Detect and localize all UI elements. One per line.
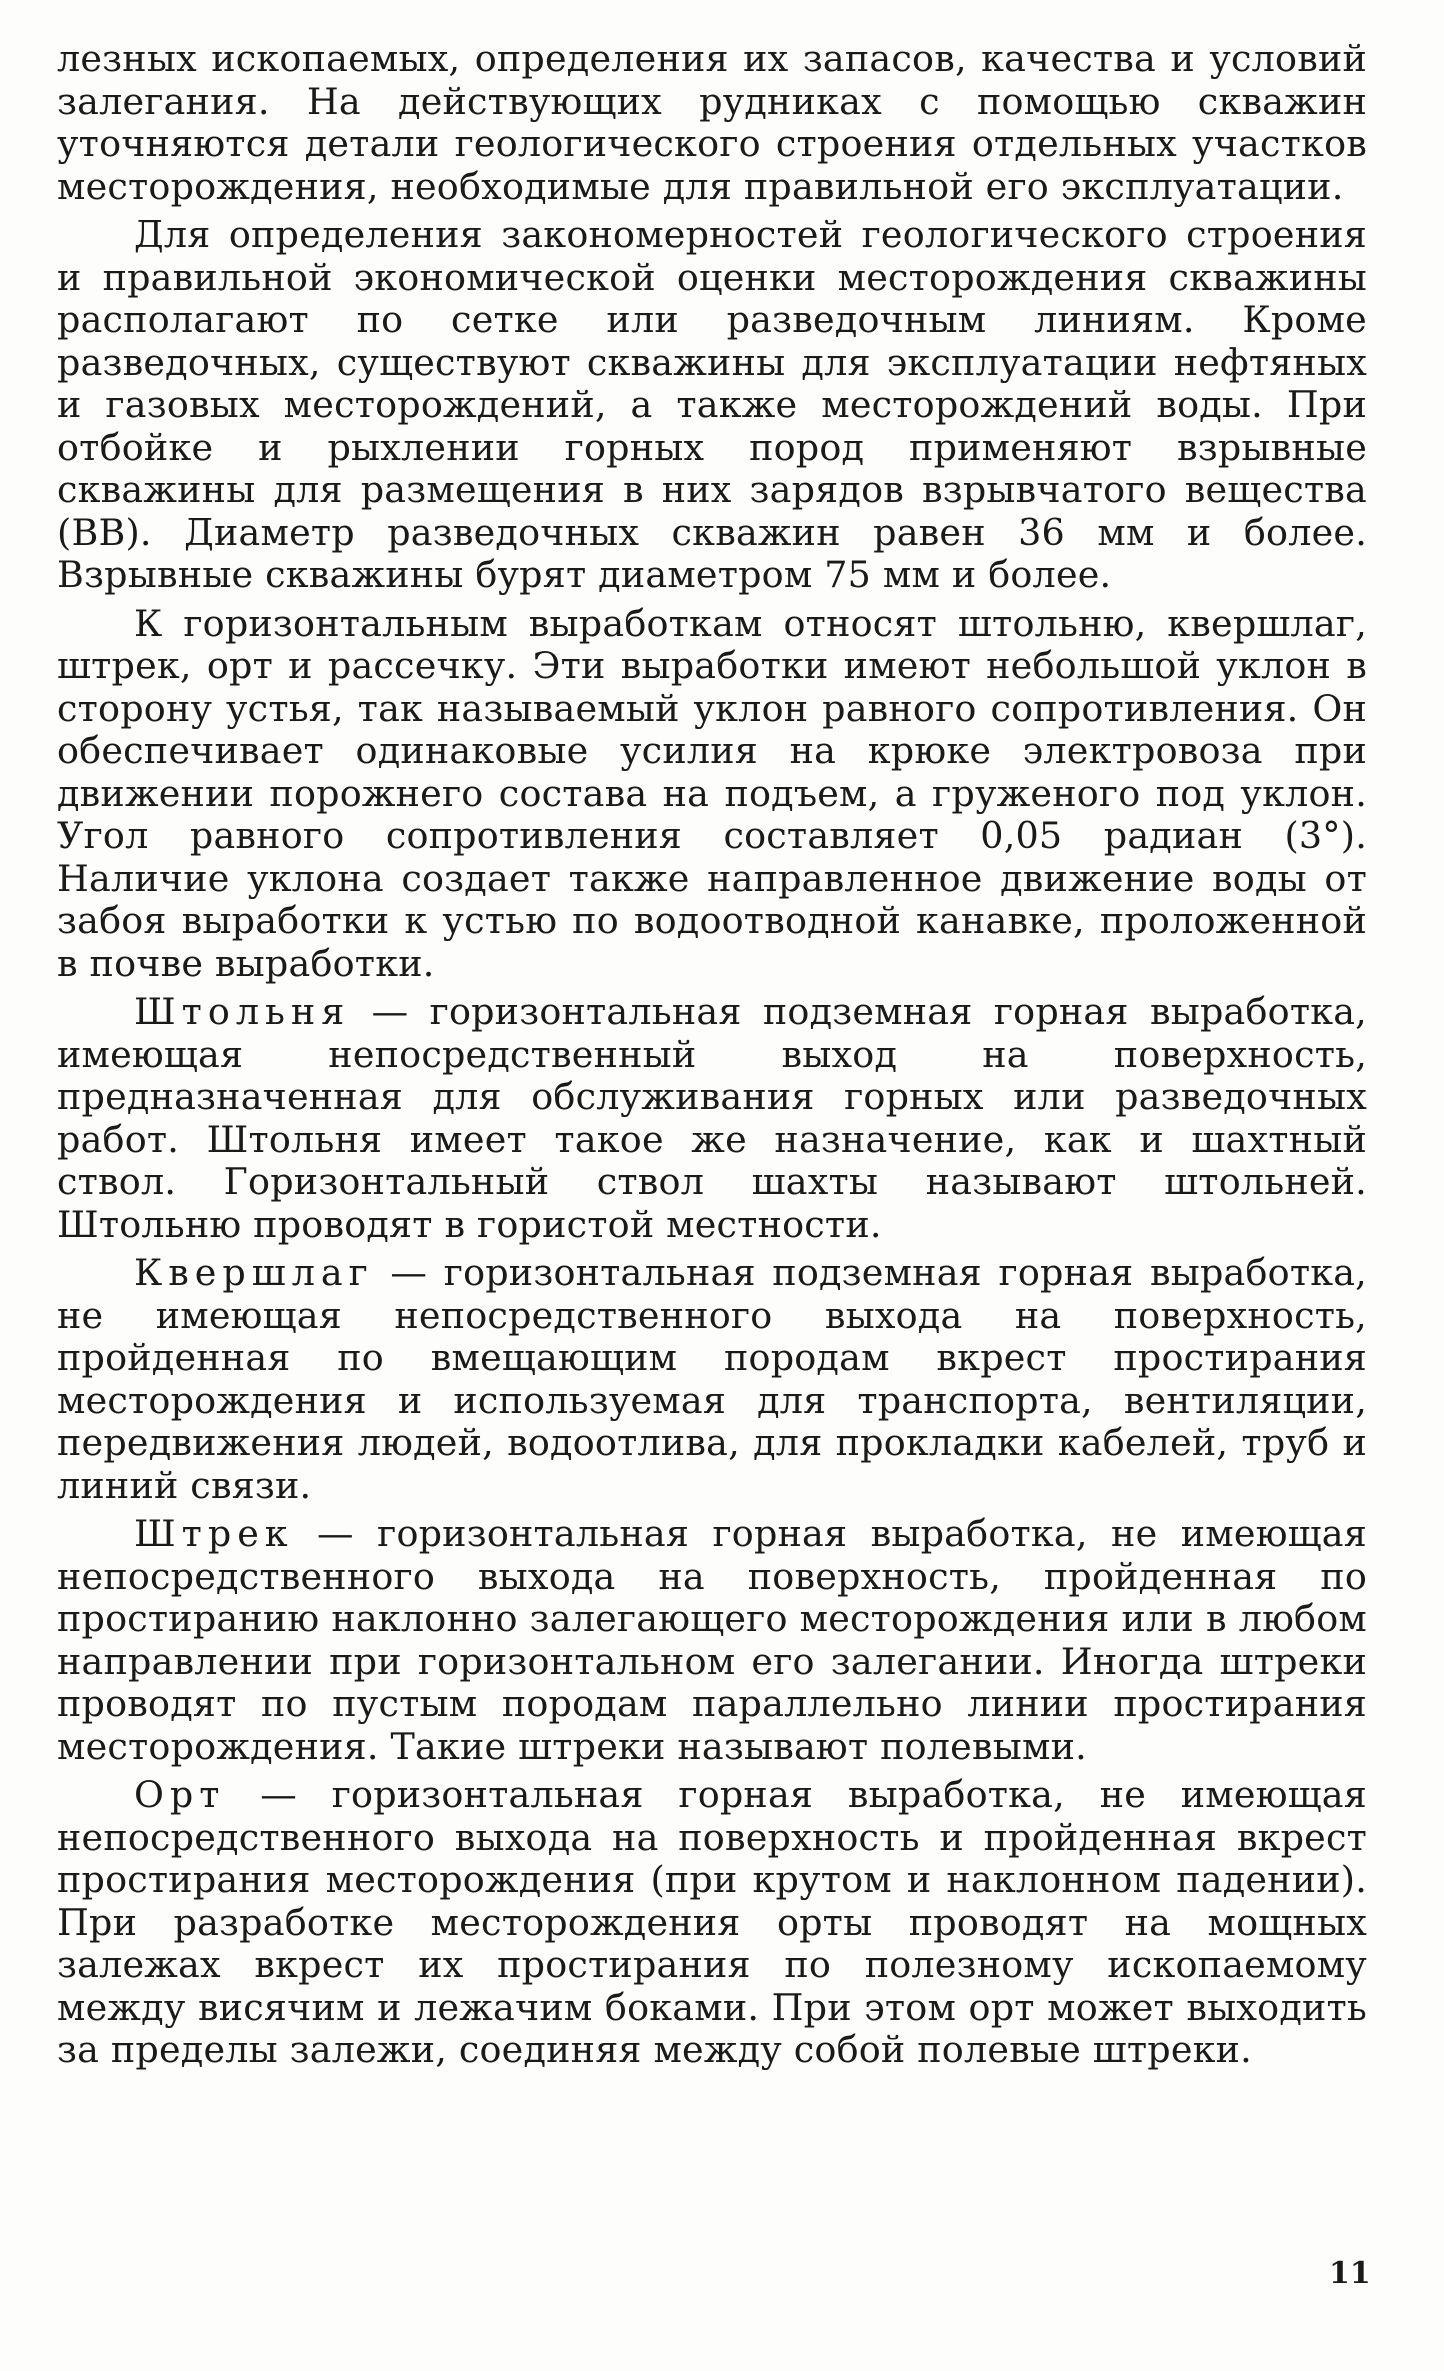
paragraph-continuation: лезных ископаемых, определения их запасов, качества и условий залегания. На действующих рудниках с помощью скважин уточняются детали геологического строения отдельных участков месторождения, необходимые для правильной его эксплуатации. xyxy=(57,37,1367,208)
term-adit: Штольня xyxy=(134,990,351,1033)
page-number: 11 xyxy=(1329,2256,1371,2291)
definition-crosscut: — горизонтальная подземная горная выработка, не имеющая непосредственного выхода на поверхность, пройденная по вмещающим породам вкрест простирания месторождения и используемая для транспорта, вентиляции, передвижения людей, водоотлива, для прокладки кабелей, труб и линий связи. xyxy=(57,1251,1367,1507)
paragraph-ort xyxy=(57,1774,1367,2072)
paragraph-crosscut xyxy=(57,1252,1367,1507)
paragraph-adit xyxy=(57,991,1367,1246)
definition-ort: — горизонтальная горная выработка, не имеющая непосредственного выхода на поверхность и пройденная вкрест простирания месторождения (при крутом и наклонном падении). При разработке месторождения орты проводят на мощных залежах вкрест их простирания по полезному ископаемому между висячим и лежачим боками. При этом орт может выходить за пределы залежи, соединяя между собой полевые штреки. xyxy=(57,1773,1367,2071)
body-text xyxy=(57,38,1367,2078)
paragraph-boreholes: Для определения закономерностей геологического строения и правильной экономической оценки месторождения скважины располагают по сетке или разведочным линиям. Кроме разведочных, существуют скважины для эксплуатации нефтяных и газовых месторождений, а также месторождений воды. При отбойке и рыхлении горных пород применяют взрывные скважины для размещения в них зарядов взрывчатого вещества (ВВ). Диаметр разведочных скважин равен 36 мм и более. Взрывные скважины бурят диаметром 75 мм и более. xyxy=(57,213,1367,596)
term-ort: Орт xyxy=(134,1773,226,1816)
term-crosscut: Квершлаг xyxy=(134,1251,374,1294)
definition-adit: — горизонтальная подземная горная выработка, имеющая непосредственный выход на поверхность, предназначенная для обслуживания горных или разведочных работ. Штольня имеет такое же назначение, как и шахтный ствол. Горизонтальный ствол шахты называют штольней. Штольню проводят в гористой местности. xyxy=(57,990,1367,1246)
paragraph-horizontal-workings: К горизонтальным выработкам относят штольню, квершлаг, штрек, орт и рассечку. Эти выработки имеют небольшой уклон в сторону устья, так называемый уклон равного сопротивления. Он обеспечивает одинаковые усилия на крюке электровоза при движении порожнего состава на подъем, а груженого под уклон. Угол равного сопротивления составляет 0,05 радиан (3°). Наличие уклона создает также направленное движение воды от забоя выработки к устью по водоотводной канавке, проложенной в почве выработки. xyxy=(57,601,1367,985)
paragraph-drift xyxy=(57,1513,1367,1768)
term-drift: Штрек xyxy=(134,1512,294,1555)
definition-drift: — горизонтальная горная выработка, не имеющая непосредственного выхода на поверхность, пройденная по простиранию наклонно залегающего месторождения или в любом направлении при горизонтальном его залегании. Иногда штреки проводят по пустым породам параллельно линии простирания месторождения. Такие штреки называют полевыми. xyxy=(57,1512,1367,1768)
